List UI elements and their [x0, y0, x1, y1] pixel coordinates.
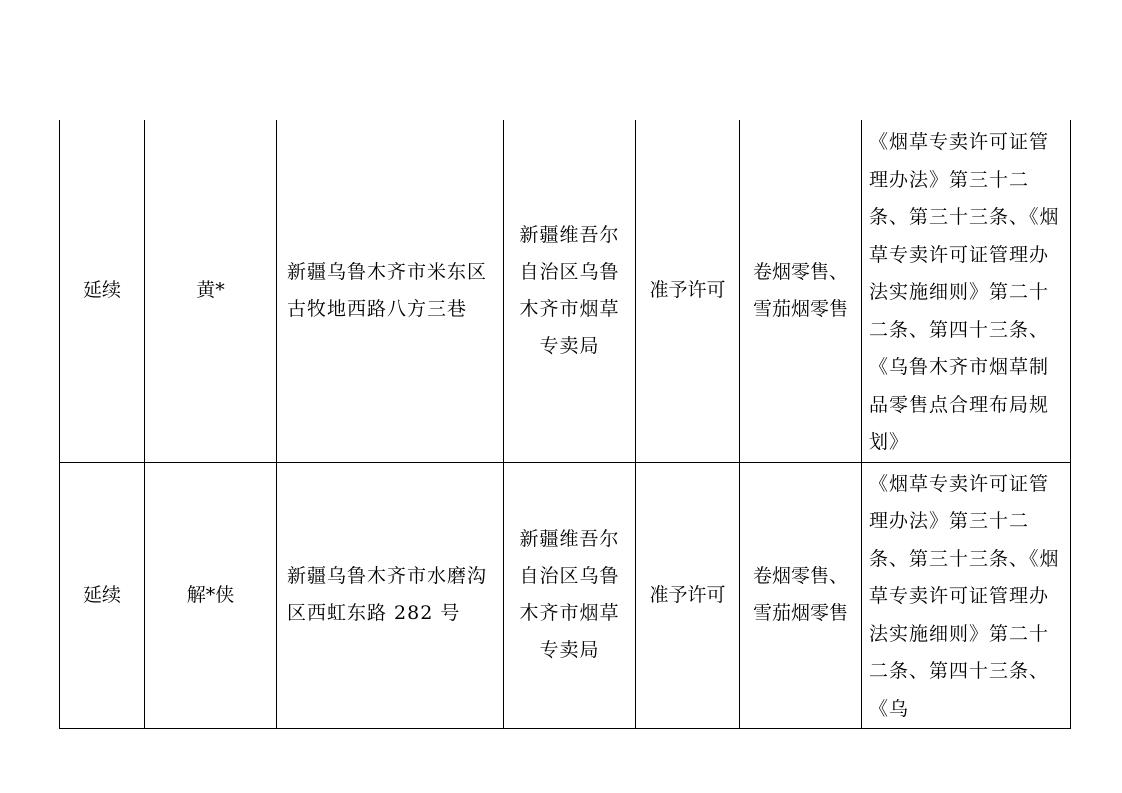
- legal-basis-cell: 《烟草专卖许可证管理办法》第三十二条、第三十三条、《烟草专卖许可证管理办法实施细则》第二十二条、第四十三条、《乌鲁木齐市烟草制品零售点合理布局规划》: [862, 120, 1071, 462]
- applicant-name-cell: 黄*: [145, 120, 277, 462]
- business-scope-text: 卷烟零售、雪茄烟零售: [752, 260, 848, 320]
- address-cell: 新疆乌鲁木齐市米东区古牧地西路八方三巷: [277, 120, 504, 462]
- authority-text: 新疆维吾尔自治区乌鲁木齐市烟草专卖局: [519, 223, 620, 357]
- legal-basis-cell: 《烟草专卖许可证管理办法》第三十二条、第三十三条、《烟草专卖许可证管理办法实施细则》第二十二条、第四十三条、《乌: [862, 462, 1071, 729]
- license-type-cell: 延续: [60, 120, 145, 462]
- business-scope-text: 卷烟零售、雪茄烟零售: [752, 565, 848, 625]
- license-type-cell: 延续: [60, 462, 145, 729]
- table-row: [60, 462, 1071, 729]
- table-row: [60, 120, 1071, 462]
- business-scope-cell: [740, 462, 862, 729]
- decision-cell: 准予许可: [636, 462, 740, 729]
- applicant-name-cell: 解*侠: [145, 462, 277, 729]
- authority-text: 新疆维吾尔自治区乌鲁木齐市烟草专卖局: [519, 528, 620, 662]
- business-scope-cell: [740, 120, 862, 462]
- authority-cell: [504, 120, 636, 462]
- license-table: [59, 120, 1071, 729]
- decision-cell: 准予许可: [636, 120, 740, 462]
- address-cell: 新疆乌鲁木齐市水磨沟区西虹东路 282 号: [277, 462, 504, 729]
- authority-cell: [504, 462, 636, 729]
